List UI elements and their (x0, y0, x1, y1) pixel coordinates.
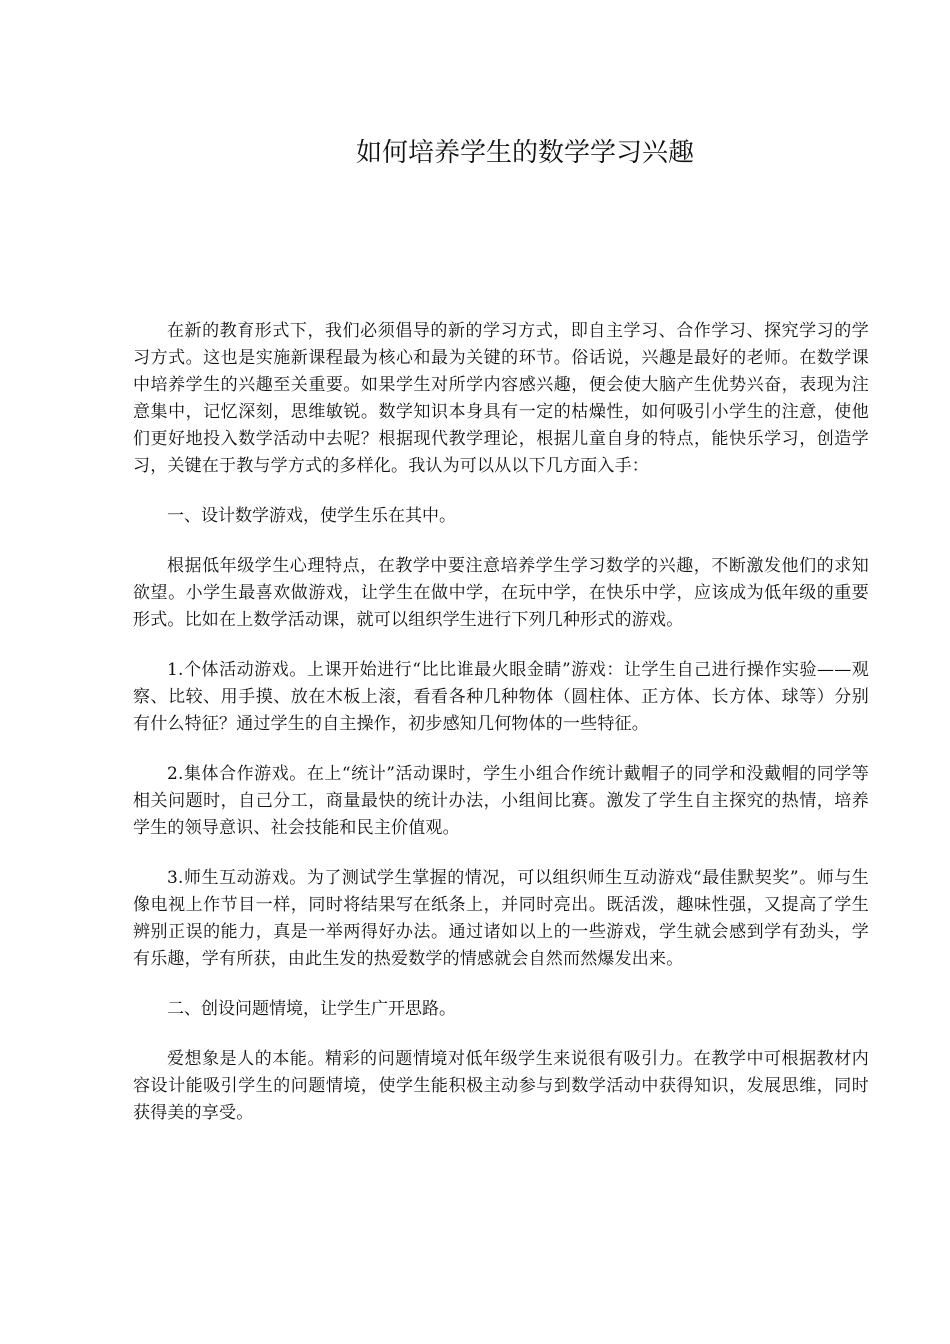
paragraph-individual-game: 1.个体活动游戏。上课开始进行“比比谁最火眼金睛”游戏：让学生自己进行操作实验——观察、比较、用手摸、放在木板上滚，看看各种几种物体（圆柱体、正方体、长方体、球等）分别有什么特征？通过学生的自主操作，初步感知几何物体的一些特征。 (133, 660, 869, 734)
paragraph-teacher-student-game: 3.师生互动游戏。为了测试学生掌握的情况，可以组织师生互动游戏“最佳默契奖”。师与生像电视上作节目一样，同时将结果写在纸条上，并同时亮出。既活泼，趣味性强，又提高了学生辨别正误的能力，真是一举两得好办法。通过诸如以上的一些游戏，学生就会感到学有劲头，学有乐趣，学有所获，由此生发的热爱数学的情感就会自然而然爆发出来。 (133, 868, 869, 969)
section-heading-1: 一、设计数学游戏，使学生乐在其中。 (167, 506, 456, 526)
document-title: 如何培养学生的数学学习兴趣 (355, 138, 694, 168)
paragraph-problem-situation: 爱想象是人的本能。精彩的问题情境对低年级学生来说很有吸引力。在教学中可根据教材内容设计能吸引学生的问题情境，使学生能积极主动参与到数学活动中获得知识，发展思维，同时获得美的享受。 (133, 1049, 869, 1123)
paragraph-intro: 在新的教育形式下，我们必须倡导的新的学习方式，即自主学习、合作学习、探究学习的学习方式。这也是实施新课程最为核心和最为关键的环节。俗话说，兴趣是最好的老师。在数学课中培养学生的兴趣至关重要。如果学生对所学内容感兴趣，便会使大脑产生优势兴奋，表现为注意集中，记忆深刻，思维敏锐。数学知识本身具有一定的枯燥性，如何吸引小学生的注意，使他们更好地投入数学活动中去呢？根据现代教学理论，根据儿童自身的特点，能快乐学习，创造学习，关键在于教与学方式的多样化。我认为可以从以下几方面入手： (133, 321, 869, 476)
document-body (133, 318, 869, 1150)
paragraph-games-intro: 根据低年级学生心理特点，在教学中要注意培养学生学习数学的兴趣，不断激发他们的求知欲望。小学生最喜欢做游戏，让学生在做中学，在玩中学，在快乐中学，应该成为低年级的重要形式。比如在上数学活动课，就可以组织学生进行下列几种形式的游戏。 (133, 556, 869, 630)
paragraph-group-game: 2.集体合作游戏。在上“统计”活动课时，学生小组合作统计戴帽子的同学和没戴帽的同学等相关问题时，自己分工，商量最快的统计办法，小组间比赛。激发了学生自主探究的热情，培养学生的领导意识、社会技能和民主价值观。 (133, 764, 869, 838)
section-heading-2: 二、创设问题情境，让学生广开思路。 (167, 999, 456, 1019)
